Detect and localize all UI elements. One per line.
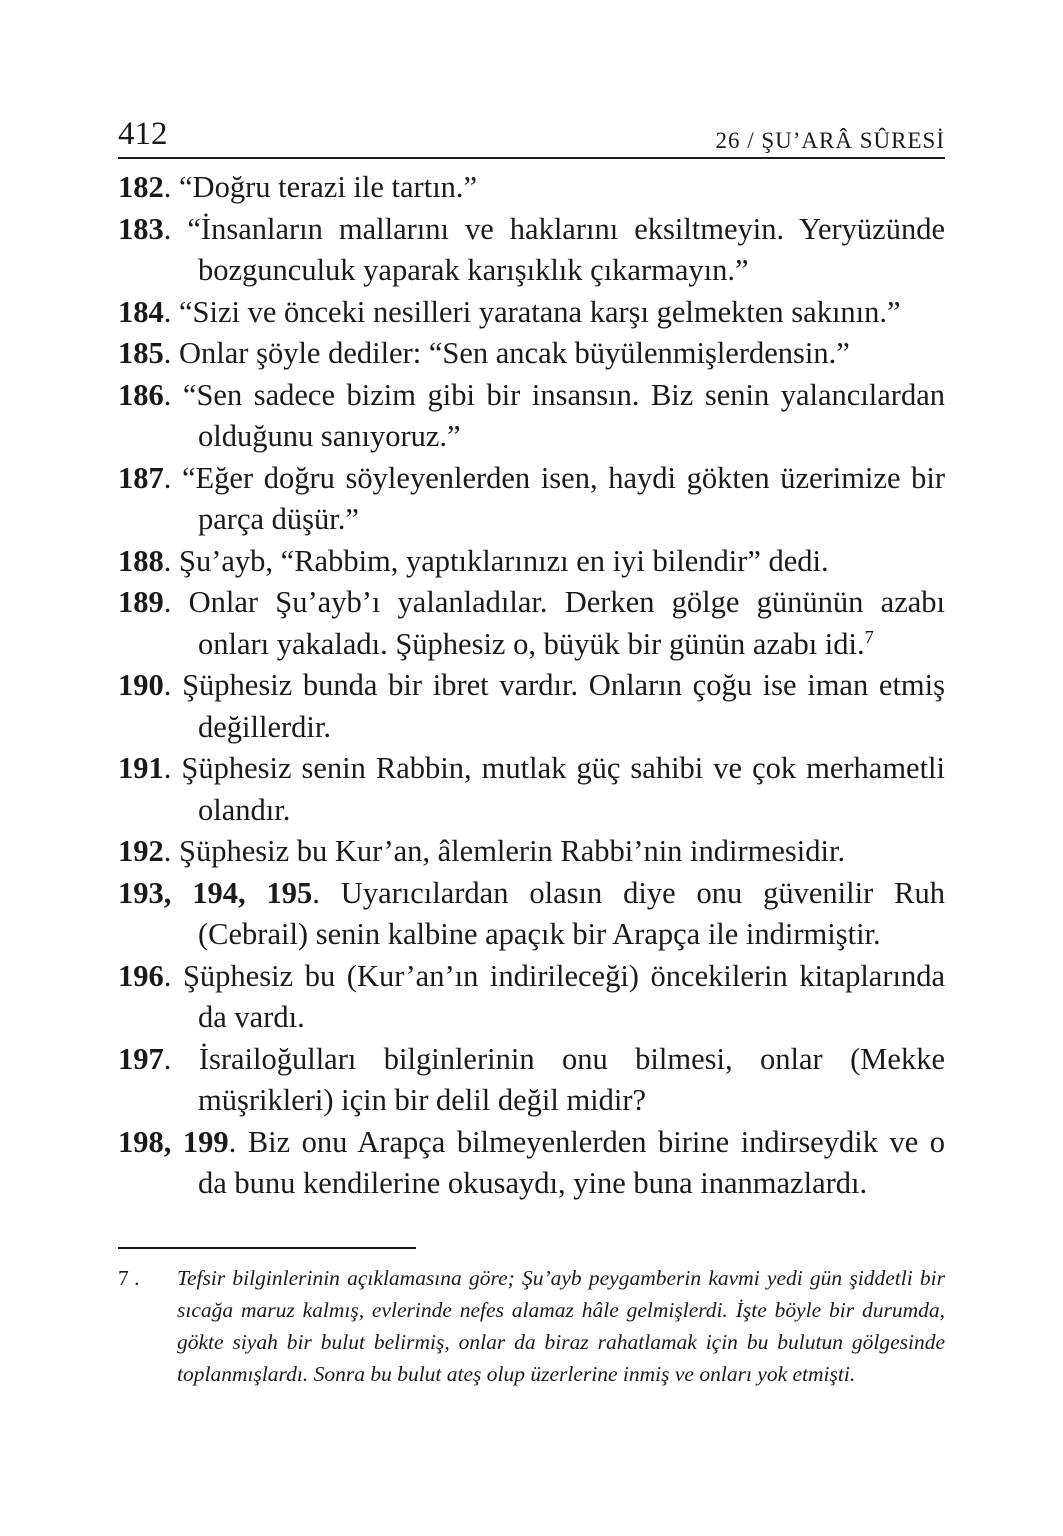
verse-number: 198, 199 (118, 1124, 229, 1159)
verse (118, 1039, 945, 1122)
verse (118, 665, 945, 748)
footnote-marker: 7 . (118, 1266, 140, 1290)
header-rule (118, 157, 945, 159)
running-head: 26 / ŞU’ARÂ SÛRESİ (715, 128, 945, 153)
verse-number: 189 (118, 585, 164, 619)
verse-text: Onlar şöyle dediler: “Sen ancak büyülenmişlerdensin.” (179, 336, 850, 370)
verse (118, 458, 945, 541)
verse-text: “Sizi ve önceki nesilleri yaratana karşı gelmekten sakının.” (179, 294, 901, 329)
verse (118, 956, 945, 1039)
verse-number: 196 (118, 958, 164, 993)
verse-number-separator: . (163, 336, 179, 370)
verse-text: “İnsanların mallarını ve haklarını eksiltmeyin. Yeryüzünde bozgunculuk yaparak karışıklık çıkarmayın.” (187, 211, 945, 287)
footnote (118, 1262, 945, 1390)
page-number: 412 (118, 116, 168, 152)
verse-number-separator: . (163, 543, 179, 578)
verse-text: Uyarıcılardan olasın diye onu güvenilir Ruh (Cebrail) senin kalbine apaçık bir Arapça ile indirmiştir. (198, 875, 945, 951)
verse-number: 188 (118, 543, 164, 578)
footnote-reference: 7 (864, 626, 874, 647)
verse-text: Onlar Şu’ayb’ı yalanladılar. Derken gölge gününün azabı onları yakaladı. Şüphesiz o, büyük bir günün azabı idi. (188, 585, 945, 661)
verse (118, 375, 945, 458)
verse-number: 182 (118, 170, 164, 204)
verse-number: 187 (118, 460, 164, 495)
verse-text: Biz onu Arapça bilmeyenlerden birine indirseydik ve o da bunu kendilerine okusaydı, yine buna inanmazlardı. (198, 1124, 946, 1200)
verse (118, 582, 945, 665)
verse-number-separator: . (312, 875, 341, 910)
verse (118, 333, 945, 375)
verse-number: 191 (118, 751, 164, 785)
verse-text: “Sen sadece bizim gibi bir insansın. Biz senin yalancılardan olduğunu sanıyoruz.” (182, 377, 946, 453)
verse-number: 192 (118, 834, 164, 868)
verse-text: Şu’ayb, “Rabbim, yaptıklarınızı en iyi bilendir” dedi. (179, 543, 829, 578)
verse (118, 1122, 945, 1205)
verse-text: Şüphesiz bu (Kur’an’ın indirileceği) öncekilerin kitaplarında da vardı. (182, 958, 946, 1034)
verse (118, 209, 945, 292)
verse-number-separator: . (163, 460, 183, 495)
verse-number: 184 (118, 294, 164, 329)
verse-number: 190 (118, 668, 164, 702)
verse-number-separator: . (163, 668, 183, 702)
verse-number-separator: . (163, 211, 188, 246)
footnote-rule (118, 1247, 416, 1249)
verse-list (118, 167, 945, 1205)
verse-number-separator: . (163, 294, 179, 329)
verse (118, 831, 945, 873)
verse (118, 748, 945, 831)
verse-text: İsrailoğulları bilginlerinin onu bilmesi, onlar (Mekke müşrikleri) için bir delil değil midir? (198, 1041, 945, 1117)
verse-text: Şüphesiz bu Kur’an, âlemlerin Rabbi’nin indirmesidir. (179, 834, 846, 868)
verse-number-separator: . (163, 751, 182, 785)
verse-text: Şüphesiz bunda bir ibret vardır. Onların çoğu ise iman etmiş değillerdir. (182, 668, 945, 744)
verse-number: 193, 194, 195 (118, 875, 313, 910)
verse-number: 185 (118, 336, 164, 370)
verse-number-separator: . (163, 377, 183, 412)
verse-number-separator: . (163, 1041, 199, 1076)
verse (118, 873, 945, 956)
verse-text: “Doğru terazi ile tartın.” (179, 170, 478, 204)
verse-number-separator: . (163, 585, 189, 619)
footnote-text: Tefsir bilginlerinin açıklamasına göre; Şu’ayb peygamberin kavmi yedi gün şiddetli bir sıcağa maruz kalmış, evlerinde nefes alamaz hâle gelmişlerdi. İşte böyle bir durumda, gökte siyah bir bulut belirmiş, onlar da biraz rahatlamak için bu bulutun gölgesinde toplanmışlardı. Sonra bu bulut ateş olup üzerlerine inmiş ve onları yok etmişti. (177, 1266, 945, 1386)
verse-number: 197 (118, 1041, 164, 1076)
verse-text: “Eğer doğru söyleyenlerden isen, haydi gökten üzerimize bir parça düşür.” (182, 460, 946, 536)
verse (118, 167, 945, 209)
verse-text: Şüphesiz senin Rabbin, mutlak güç sahibi ve çok merhametli olandır. (181, 751, 946, 827)
verse-number: 186 (118, 377, 164, 412)
verse (118, 292, 945, 334)
verse-number-separator: . (163, 958, 183, 993)
verse-number-separator: . (228, 1124, 248, 1159)
verse-number-separator: . (163, 170, 179, 204)
verse (118, 541, 945, 583)
verse-number: 183 (118, 211, 164, 246)
verse-number-separator: . (163, 834, 179, 868)
